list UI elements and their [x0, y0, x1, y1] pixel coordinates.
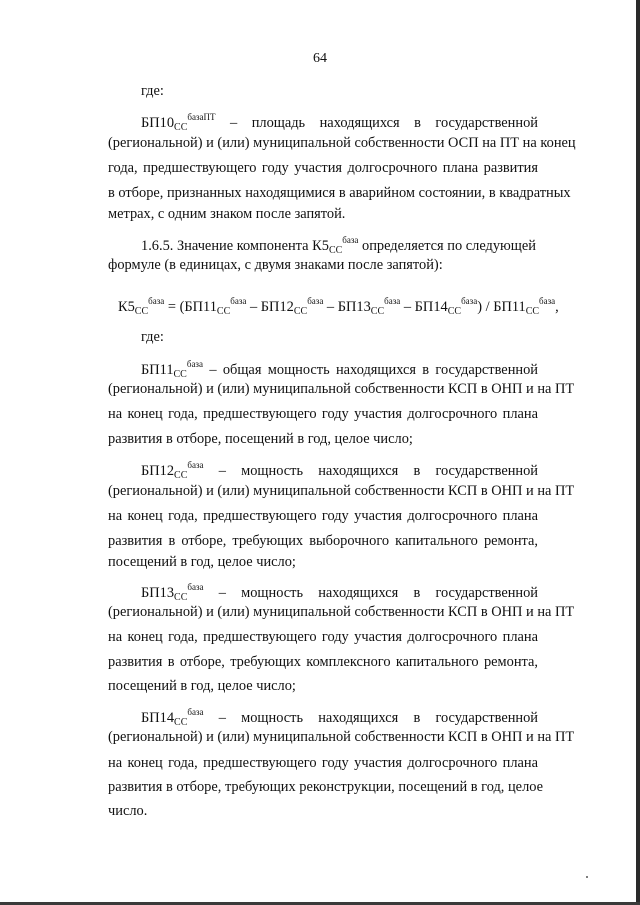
para-165-second-line: формуле (в единицах, с двумя знаками после запятой): — [108, 257, 443, 273]
def-bp14-line: на конец года, предшествующего году участия долгосрочного плана — [108, 755, 538, 771]
def-bp12-line: развития в отборе, требующих выборочного капитального ремонта, — [108, 533, 538, 549]
def-bp14-line: число. — [108, 803, 148, 819]
def-bp11-line: развития в отборе, посещений в год, целое число; — [108, 431, 413, 447]
def-bp12-line: посещений в год, целое число; — [108, 554, 296, 570]
def-bp14-line: развития в отборе, требующих реконструкции, посещений в год, целое — [108, 779, 544, 795]
def-bp10-line: года, предшествующего году участия долгосрочного плана развития — [108, 160, 538, 176]
def-bp10-symbol: $БП10_{СС}^{базаПТ}$ — [141, 112, 216, 133]
def-bp14-first-line: $БП14_{СС}^{база}$ – мощность находящихся в государственной — [141, 707, 539, 728]
page-number: 64 — [313, 51, 327, 66]
def-bp14-line: (региональной) и (или) муниципальной собственности КСП в ОНП и на ПТ — [108, 729, 575, 745]
scan-edge-right — [636, 0, 640, 905]
where-label-2: где: — [141, 329, 164, 345]
formula-k5: $К5_{СС}^{база} = (БП11_{СС}^{база} - БП12_{СС}^{база} - БП13_{СС}^{база} - БП14_{СС}^{база}) / БП11_{СС}^{база}$, — [118, 296, 559, 317]
def-bp12-line: на конец года, предшествующего году участия долгосрочного плана — [108, 508, 538, 524]
def-bp13-line: посещений в год, целое число; — [108, 678, 296, 694]
def-bp12-line: (региональной) и (или) муниципальной собственности КСП в ОНП и на ПТ — [108, 483, 575, 499]
def-bp12-first-line: $БП12_{СС}^{база}$ – мощность находящихся в государственной — [141, 460, 539, 481]
def-bp10-line: (региональной) и (или) муниципальной собственности ОСП на ПТ на конец — [108, 135, 576, 151]
def-bp13-line: на конец года, предшествующего году участия долгосрочного плана — [108, 629, 538, 645]
def-bp10-line: метрах, с одним знаком после запятой. — [108, 206, 346, 222]
def-bp11-first-line: $БП11_{СС}^{база}$ – общая мощность находящихся в государственной — [141, 359, 538, 380]
def-bp13-first-line: $БП13_{СС}^{база}$ – мощность находящихся в государственной — [141, 582, 539, 603]
def-bp11-line: (региональной) и (или) муниципальной собственности КСП в ОНП и на ПТ — [108, 381, 575, 397]
scan-speck — [586, 876, 588, 878]
where-label: где: — [141, 83, 164, 99]
def-bp10-first-line: $БП10_{СС}^{базаПТ}$ – площадь находящихся в государственной — [141, 112, 538, 133]
def-bp10-line: в отборе, признанных находящимися в аварийном состоянии, в квадратных — [108, 185, 571, 201]
def-bp13-line: развития в отборе, требующих комплексного капитального ремонта, — [108, 654, 538, 670]
def-bp11-line: на конец года, предшествующего году участия долгосрочного плана — [108, 406, 538, 422]
def-bp13-line: (региональной) и (или) муниципальной собственности КСП в ОНП и на ПТ — [108, 604, 575, 620]
para-165-first-line: 1.6.5. Значение компонента $К5_{СС}^{база}$ определяется по следующей — [141, 235, 536, 256]
